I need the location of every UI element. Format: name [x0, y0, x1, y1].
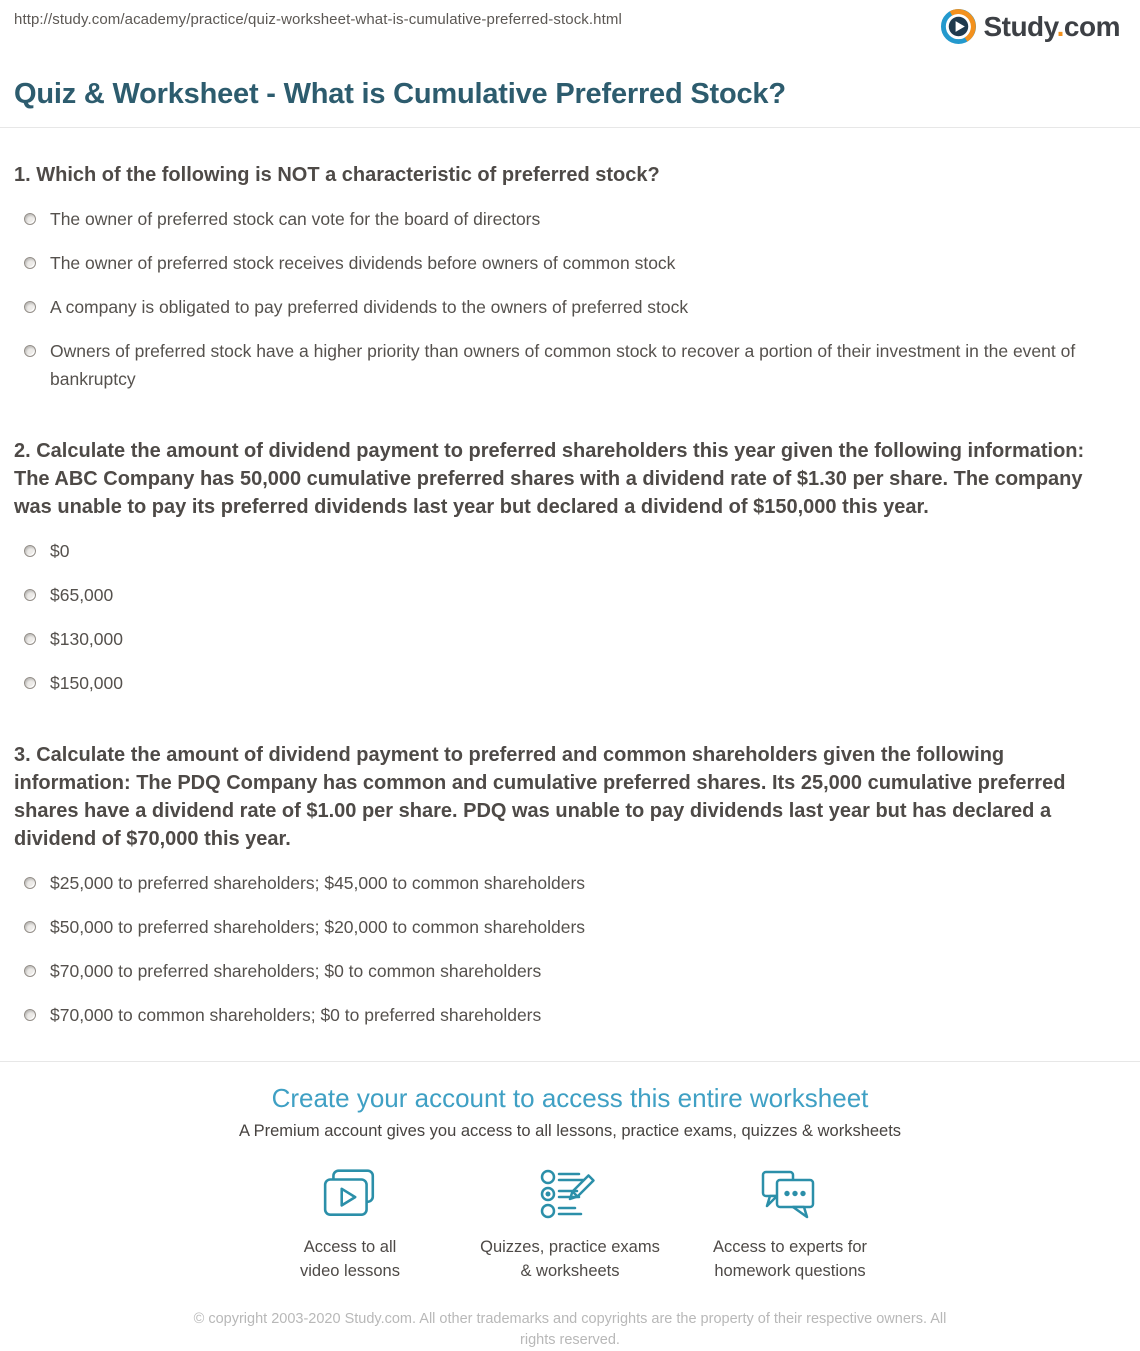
- radio-button[interactable]: [24, 1009, 36, 1021]
- radio-button[interactable]: [24, 965, 36, 977]
- logo-text: Study.com: [983, 10, 1120, 42]
- question-2-option-2[interactable]: $65,000: [14, 581, 1126, 609]
- chat-bubbles-icon: [759, 1168, 821, 1220]
- question-1-option-4[interactable]: Owners of preferred stock have a higher priority than owners of common stock to recover a portion of their investment in the event of bankruptcy: [14, 337, 1126, 393]
- radio-button[interactable]: [24, 213, 36, 225]
- page-footer: [0, 1309, 1140, 1351]
- radio-button[interactable]: [24, 589, 36, 601]
- feature-video-lessons: [250, 1168, 450, 1283]
- radio-button[interactable]: [24, 921, 36, 933]
- signup-subheading: A Premium account gives you access to all lessons, practice exams, quizzes & worksheets: [238, 1122, 902, 1140]
- question-1-option-2[interactable]: The owner of preferred stock receives dividends before owners of common stock: [14, 249, 1126, 277]
- radio-button[interactable]: [24, 877, 36, 889]
- question-2-prompt: 2. Calculate the amount of dividend payment to preferred shareholders this year given the following information: The ABC Company has 50,000 cumulative preferred shares with a dividend rate of $1.30 per share. The company was unable to pay its preferred dividends last year but declared a dividend of $150,000 this year.: [14, 440, 1085, 518]
- copyright-text: © copyright 2003-2020 Study.com. All other trademarks and copyrights are the property of their respective owners. All rights reserved.: [193, 1311, 947, 1348]
- radio-button[interactable]: [24, 677, 36, 689]
- radio-button[interactable]: [24, 257, 36, 269]
- title-divider: [0, 127, 1140, 128]
- page-url: http://study.com/academy/practice/quiz-worksheet-what-is-cumulative-preferred-stock.html: [14, 11, 622, 28]
- question-3-option-4[interactable]: $70,000 to common shareholders; $0 to preferred shareholders: [14, 1001, 1126, 1029]
- question-2: [14, 437, 1126, 697]
- question-1: [14, 161, 1126, 393]
- video-lessons-icon: [321, 1168, 379, 1220]
- page-title: Quiz & Worksheet - What is Cumulative Preferred Stock?: [14, 78, 786, 110]
- question-2-option-3[interactable]: $130,000: [14, 625, 1126, 653]
- question-3: [14, 741, 1126, 1029]
- signup-heading: Create your account to access this entire worksheet: [271, 1083, 869, 1113]
- studycom-logo[interactable]: [940, 8, 1120, 45]
- signup-section: [0, 1082, 1140, 1283]
- radio-button[interactable]: [24, 345, 36, 357]
- quiz-pencil-icon: [538, 1168, 602, 1220]
- radio-button[interactable]: [24, 545, 36, 557]
- question-2-option-4[interactable]: $150,000: [14, 669, 1126, 697]
- feature-label: Access to experts for homework questions: [712, 1238, 868, 1280]
- topbar: [0, 0, 1140, 56]
- feature-label: Access to all video lessons: [300, 1238, 400, 1280]
- question-3-option-1[interactable]: $25,000 to preferred shareholders; $45,000 to common shareholders: [14, 869, 1126, 897]
- question-1-prompt: 1. Which of the following is NOT a characteristic of preferred stock?: [14, 164, 660, 186]
- signup-divider: [0, 1061, 1140, 1062]
- radio-button[interactable]: [24, 301, 36, 313]
- features-row: [0, 1168, 1140, 1283]
- question-1-option-3[interactable]: A company is obligated to pay preferred dividends to the owners of preferred stock: [14, 293, 1126, 321]
- question-3-option-2[interactable]: $50,000 to preferred shareholders; $20,000 to common shareholders: [14, 913, 1126, 941]
- feature-label: Quizzes, practice exams & worksheets: [480, 1238, 660, 1280]
- feature-quizzes-worksheets: [470, 1168, 670, 1283]
- radio-button[interactable]: [24, 633, 36, 645]
- play-circle-icon: [940, 8, 977, 45]
- question-3-option-3[interactable]: $70,000 to preferred shareholders; $0 to common shareholders: [14, 957, 1126, 985]
- question-3-prompt: 3. Calculate the amount of dividend payment to preferred and common shareholders given the following information: The PDQ Company has common and cumulative preferred shares. Its 25,000 cumulative preferred shares have a dividend rate of $1.00 per share. PDQ was unable to pay dividends last year but has declared a dividend of $70,000 this year.: [14, 744, 1066, 850]
- question-1-option-1[interactable]: The owner of preferred stock can vote for the board of directors: [14, 205, 1126, 233]
- feature-expert-help: [690, 1168, 890, 1283]
- question-2-option-1[interactable]: $0: [14, 537, 1126, 565]
